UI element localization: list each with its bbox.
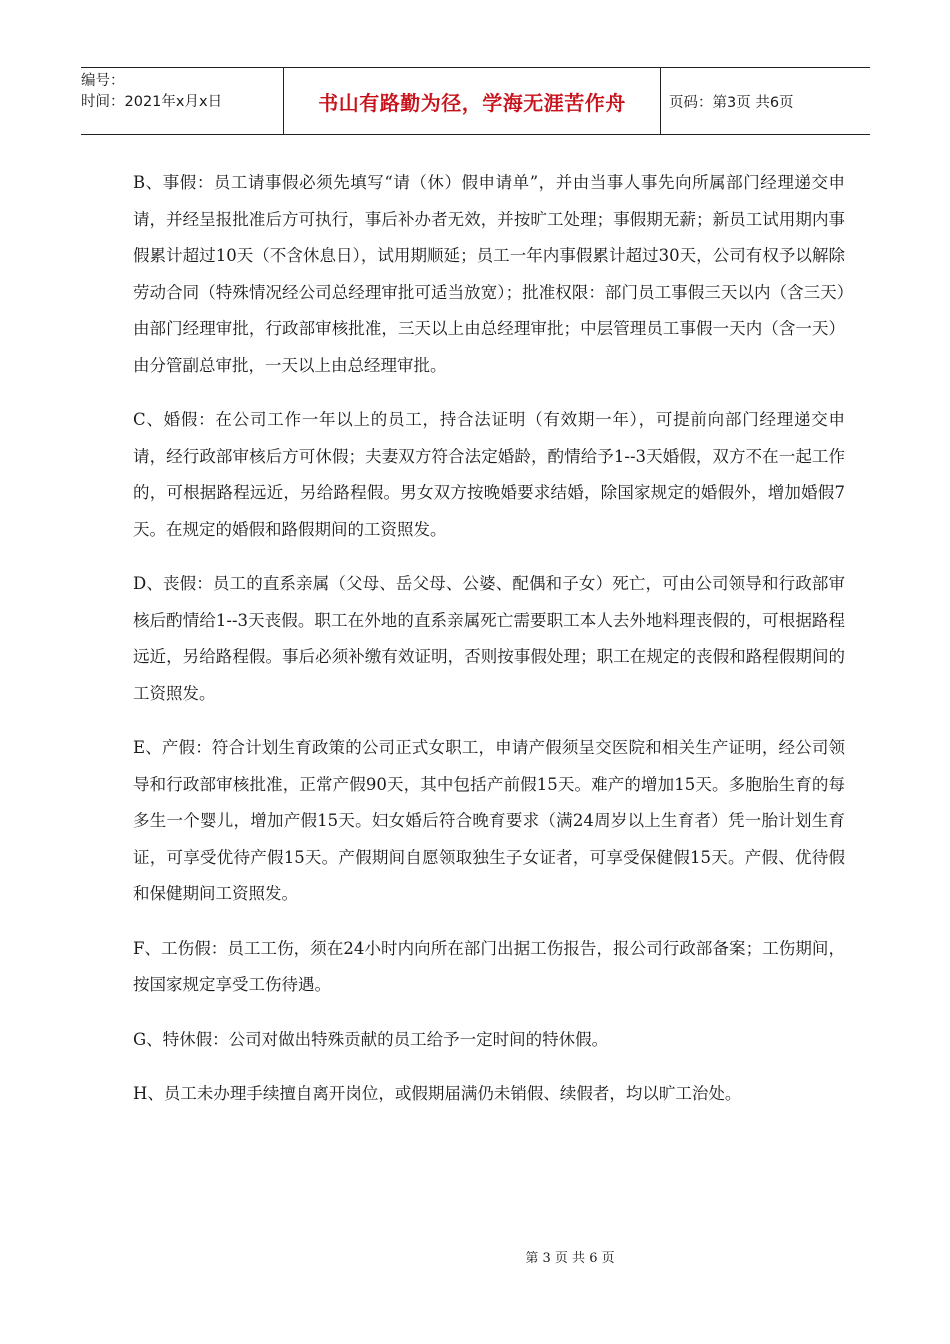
- time-label: 时间：2021年x月x日: [81, 94, 223, 110]
- header-page-label: 页码：第3页 共6页: [669, 94, 794, 111]
- paragraph-injury-leave: F、工伤假：员工工伤，须在24小时内向所在部门出据工伤报告，报公司行政部备案；工伤期间，按国家规定享受工伤待遇。: [133, 938, 845, 994]
- number-label: 编号：: [81, 73, 125, 89]
- header-meta-cell: [81, 68, 284, 134]
- paragraph-marriage-leave: C、婚假：在公司工作一年以上的员工，持合法证明（有效期一年），可提前向部门经理递交申请，经行政部审核后方可休假；夫妻双方符合法定婚龄，酌情给予1--3天婚假，双方不在一起工作的，可根据路程远近，另给路程假。男女双方按晚婚要求结婚，除国家规定的婚假外，增加婚假7天。在规定的婚假和路假期间的工资照发。: [133, 410, 845, 539]
- paragraph-bereavement-leave: D、丧假：员工的直系亲属（父母、岳父母、公婆、配偶和子女）死亡，可由公司领导和行政部审核后酌情给1--3天丧假。职工在外地的直系亲属死亡需要职工本人去外地料理丧假的，可根据路程远近，另给路程假。事后必须补缴有效证明，否则按事假处理；职工在规定的丧假和路程假期间的工资照发。: [133, 574, 845, 703]
- paragraph-absence-rule: H、员工未办理手续擅自离开岗位，或假期届满仍未销假、续假者，均以旷工治处。: [133, 1084, 742, 1103]
- paragraph-personal-leave: B、事假：员工请事假必须先填写“请（休）假申请单”，并由当事人事先向所属部门经理递交申请，并经呈报批准后方可执行，事后补办者无效，并按旷工处理；事假期无薪；新员工试用期内事假累计超过10天（不含休息日），试用期顺延；员工一年内事假累计超过30天，公司有权予以解除劳动合同（特殊情况经公司总经理审批可适当放宽）；批准权限：部门员工事假三天以内（含三天）由部门经理审批，行政部审核批准，三天以上由总经理审批；中层管理员工事假一天内（含一天）由分管副总审批，一天以上由总经理审批。: [133, 173, 845, 375]
- header-motto: 书山有路勤为径，学海无涯苦作舟: [284, 68, 661, 134]
- paragraph-maternity-leave: E、产假：符合计划生育政策的公司正式女职工，申请产假须呈交医院和相关生产证明，经公司领导和行政部审核批准，正常产假90天，其中包括产前假15天。难产的增加15天。多胞胎生育的每多生一个婴儿，增加产假15天。妇女婚后符合晚育要求（满24周岁以上生育者）凭一胎计划生育证，可享受优待产假15天。产假期间自愿领取独生子女证者，可享受保健假15天。产假、优待假和保健期间工资照发。: [133, 738, 845, 903]
- document-body: [133, 165, 845, 1113]
- page-footer: 第 3 页 共 6 页: [525, 1251, 615, 1266]
- page-header: [81, 67, 870, 135]
- paragraph-special-leave: G、特休假：公司对做出特殊贡献的员工给予一定时间的特休假。: [133, 1029, 609, 1049]
